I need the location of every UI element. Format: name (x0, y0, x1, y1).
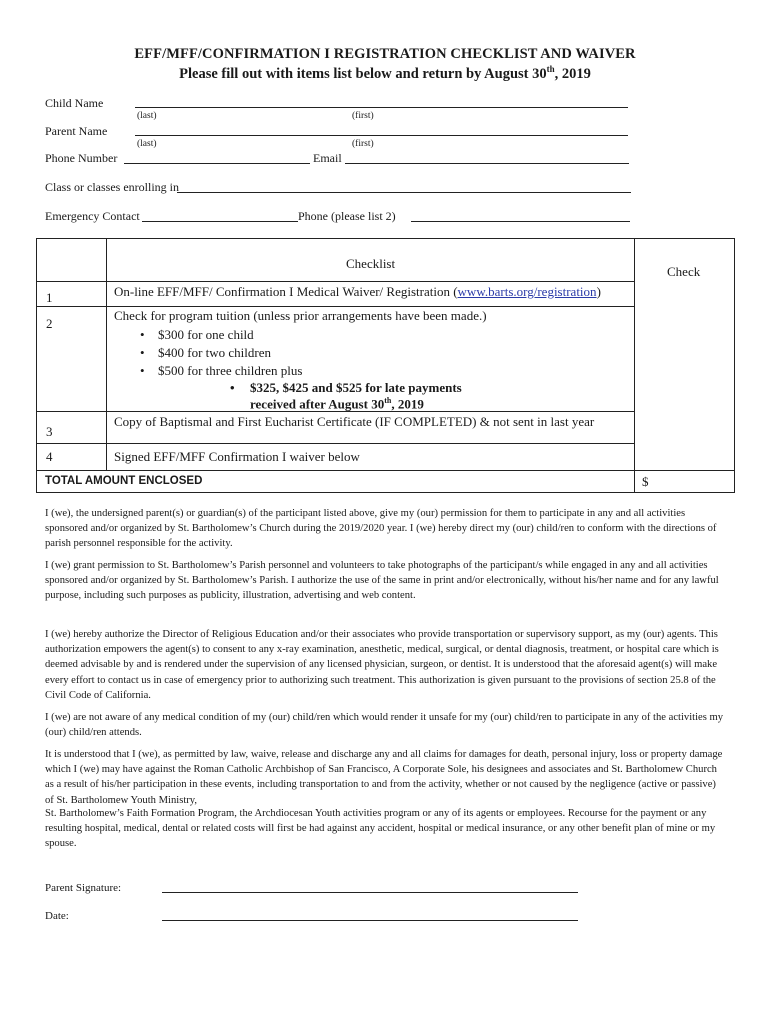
table-divider (634, 238, 635, 493)
child-first-caption: (first) (352, 111, 374, 121)
date-label: Date: (45, 910, 69, 922)
waiver-paragraph-condition: I (we) are not aware of any medical condition of my (our) child/ren which would render it unsafe for my (our) child/ren to participate in any of the activities my (our) child/ren attends. (45, 712, 724, 739)
total-amount-field[interactable]: $ (642, 474, 649, 489)
list-item: • $300 for one child (140, 327, 254, 342)
emergency-phone-label: Phone (please list 2) (298, 209, 396, 223)
late-payment-note: $325, $425 and $525 for late payments (250, 380, 462, 395)
table-divider (106, 238, 107, 470)
parent-signature-label: Parent Signature: (45, 882, 122, 894)
parent-first-caption: (first) (352, 139, 374, 149)
email-label: Email (313, 151, 342, 165)
parent-last-caption: (last) (137, 139, 157, 149)
list-item: • $400 for two children (140, 345, 272, 360)
parent-name-label: Parent Name (45, 124, 108, 138)
waiver-paragraph-photos: I (we) grant permission to St. Bartholomew’s Parish personnel and volunteers to take photographs of the participant/s while engaged in any and all activities sponsored and/or organized by St. Bartholomew’s Parish. I authorize the use of the same in print and/or electronically, without his/her name and for any lawful purpose, including such purposes as publicity, illustration, advertising and web content. (45, 560, 719, 602)
emergency-contact-field[interactable] (142, 221, 298, 222)
row-number: 2 (46, 316, 53, 331)
email-field[interactable] (345, 163, 629, 164)
emergency-phone-field[interactable] (411, 221, 630, 222)
checklist-item: Copy of Baptismal and First Eucharist Certificate (IF COMPLETED) & not sent in last year (114, 414, 595, 429)
row-number: 4 (46, 449, 53, 464)
parent-signature-field[interactable] (162, 892, 578, 893)
checklist-header: Checklist (346, 256, 396, 271)
phone-number-field[interactable] (124, 163, 310, 164)
table-divider (36, 443, 634, 444)
row-number: 1 (46, 290, 53, 305)
classes-label: Class or classes enrolling in (45, 180, 179, 194)
parent-name-field[interactable] (135, 135, 628, 136)
waiver-paragraph-release: It is understood that I (we), as permitted by law, waive, release and discharge any and all claims for damages for death, personal injury, loss or property damage which I (we) may have against the Roman Catholic Archbishop of San Francisco, A Corporate Sole, his designees and associates and St. Bartholomew Church as a result of his/her participation in these events, including transportation to and from the activity, whether or not caused by the negligence (active or passive) of St. Bartholomew Youth Ministry, (45, 749, 723, 806)
emergency-contact-label: Emergency Contact (45, 209, 140, 223)
list-item: • $500 for three children plus (140, 363, 303, 378)
date-field[interactable] (162, 920, 578, 921)
checklist-item: Check for program tuition (unless prior arrangements have been made.) (114, 308, 487, 323)
child-last-caption: (last) (137, 111, 157, 121)
check-header: Check (667, 264, 701, 279)
waiver-paragraph-medical: I (we) hereby authorize the Director of Religious Education and/or their associates who provide transportation or supervisory support, as my (our) agents. This authorization empowers the agent(s) to consent to any x-ray examination, anesthetic, medical, surgical, or dental diagnosis, treatment, or hospital care which is deemed advisable by and is rendered under the supervision of any licensed physician, surgeon, or dentist. It is understood that the aforesaid agent(s) will make every effort to contact us in case of emergency prior to authorizing such treatment. This authorization is given pursuant to the provisions of section 25.8 of the Civil Code of California. (45, 629, 719, 701)
checklist-item: On-line EFF/MFF/ Confirmation I Medical Waiver/ Registration (www.barts.org/registration) (114, 284, 601, 299)
tuition-bullets (140, 326, 440, 380)
form-subtitle: Please fill out with items list below and return by August 30th, 2019 (179, 64, 591, 82)
child-name-field[interactable] (135, 107, 628, 108)
check-box-1[interactable] (640, 287, 730, 301)
total-amount-label: TOTAL AMOUNT ENCLOSED (45, 475, 203, 487)
late-payment-date: received after August 30th, 2019 (250, 396, 424, 412)
check-box-3[interactable] (640, 418, 730, 432)
table-divider (36, 281, 634, 282)
child-name-label: Child Name (45, 96, 104, 110)
phone-number-label: Phone Number (45, 151, 118, 165)
registration-link[interactable]: www.barts.org/registration (457, 284, 597, 299)
waiver-paragraph-permission: I (we), the undersigned parent(s) or guardian(s) of the participant listed above, give my (our) permission for them to participate in any and all activities sponsored and/or organized by St. Bartholomew’s Church during the 2019/2020 year. I (we) hereby direct my (our) child/ren to conform with the directions of parish personnel responsible for the activity. (45, 508, 717, 550)
late-payment-bullet: • (230, 380, 235, 395)
row-number: 3 (46, 424, 53, 439)
check-box-4[interactable] (640, 449, 730, 463)
table-divider (36, 470, 735, 471)
classes-field[interactable] (177, 192, 631, 193)
table-divider (36, 306, 634, 307)
form-title: EFF/MFF/CONFIRMATION I REGISTRATION CHECKLIST AND WAIVER (134, 46, 636, 62)
check-box-2[interactable] (640, 312, 730, 326)
waiver-paragraph-recourse: St. Bartholomew’s Faith Formation Program, the Archdiocesan Youth activities program or any of its agents or employees. Recourse for the payment or any resulting hospital, medical, dental or related costs will first be had against any accident, hospital or medical insurance, or any other benefit plan of mine or my spouse. (45, 808, 716, 850)
checklist-item: Signed EFF/MFF Confirmation I waiver below (114, 449, 360, 464)
